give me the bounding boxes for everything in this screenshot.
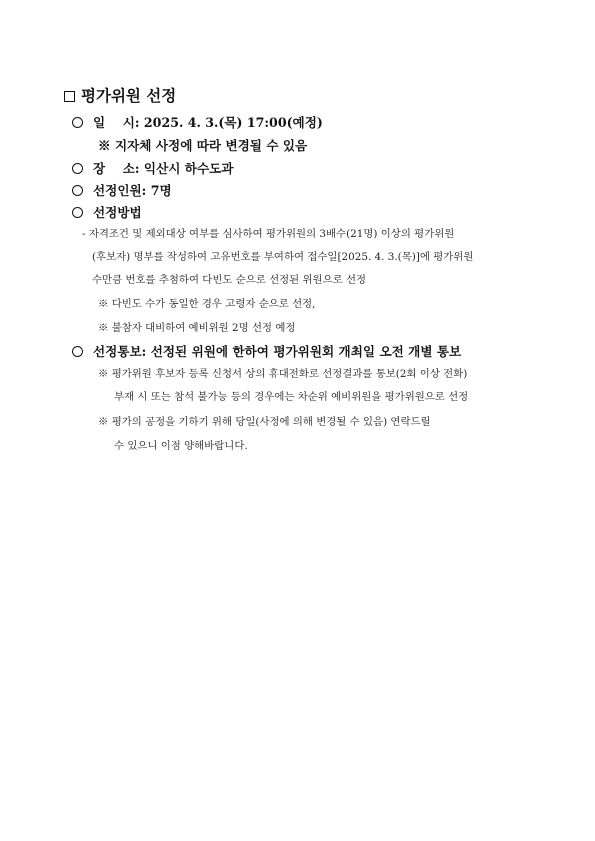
schedule-item xyxy=(72,112,323,131)
place-label: 장 소: xyxy=(93,161,140,176)
place-item xyxy=(72,158,233,177)
section-heading xyxy=(64,84,176,106)
notice-line: 부재 시 또는 참석 불가능 등의 경우에는 차순위 예비위원을 평가위원으로 선정 xyxy=(114,391,469,403)
method-line: (후보자) 명부를 작성하여 고유번호를 부여하여 접수일[2025. 4. 3.(목)]에 평가위원 xyxy=(92,251,474,263)
notice-line: ※ 평가위원 후보자 등록 신청서 상의 휴대전화로 선정결과를 통보(2회 이상 전화) xyxy=(98,368,468,380)
place-value: 익산시 하수도과 xyxy=(143,161,234,176)
circle-bullet-icon xyxy=(72,163,83,174)
method-line: 수만큼 번호를 추첨하여 다빈도 순으로 선정된 위원으로 선정 xyxy=(92,274,367,286)
schedule-value: 2025. 4. 3.(목) 17:00(예정) xyxy=(143,115,323,130)
checkbox-square-icon xyxy=(64,91,75,102)
notice-label: 선정통보: xyxy=(93,344,147,359)
count-value: 7명 xyxy=(150,183,172,198)
notice-line: ※ 평가의 공정을 기하기 위해 당일(사정에 의해 변경될 수 있음) 연락드릴 xyxy=(98,416,431,428)
section-title-text: 평가위원 선정 xyxy=(81,86,177,105)
circle-bullet-icon xyxy=(72,346,83,357)
method-note: ※ 다빈도 수가 동일한 경우 고령자 순으로 선정, xyxy=(98,298,316,310)
method-item xyxy=(72,202,142,221)
schedule-note: ※ 지자체 사정에 따라 변경될 수 있음 xyxy=(98,138,308,153)
notice-line: 수 있으니 이점 양해바랍니다. xyxy=(114,440,248,452)
method-note: ※ 불참자 대비하여 예비위원 2명 선정 예정 xyxy=(98,322,296,334)
notice-value: 선정된 위원에 한하여 평가위원회 개최일 오전 개별 통보 xyxy=(150,344,462,359)
circle-bullet-icon xyxy=(72,207,83,218)
circle-bullet-icon xyxy=(72,185,83,196)
method-line: - 자격조건 및 제외대상 여부를 심사하여 평가위원의 3배수(21명) 이상의 평가위원 xyxy=(82,228,455,240)
method-label: 선정방법 xyxy=(93,205,142,220)
count-item xyxy=(72,180,172,199)
circle-bullet-icon xyxy=(72,117,83,128)
count-label: 선정인원: xyxy=(93,183,147,198)
schedule-label: 일 시: xyxy=(93,115,140,130)
notice-item xyxy=(72,341,461,360)
